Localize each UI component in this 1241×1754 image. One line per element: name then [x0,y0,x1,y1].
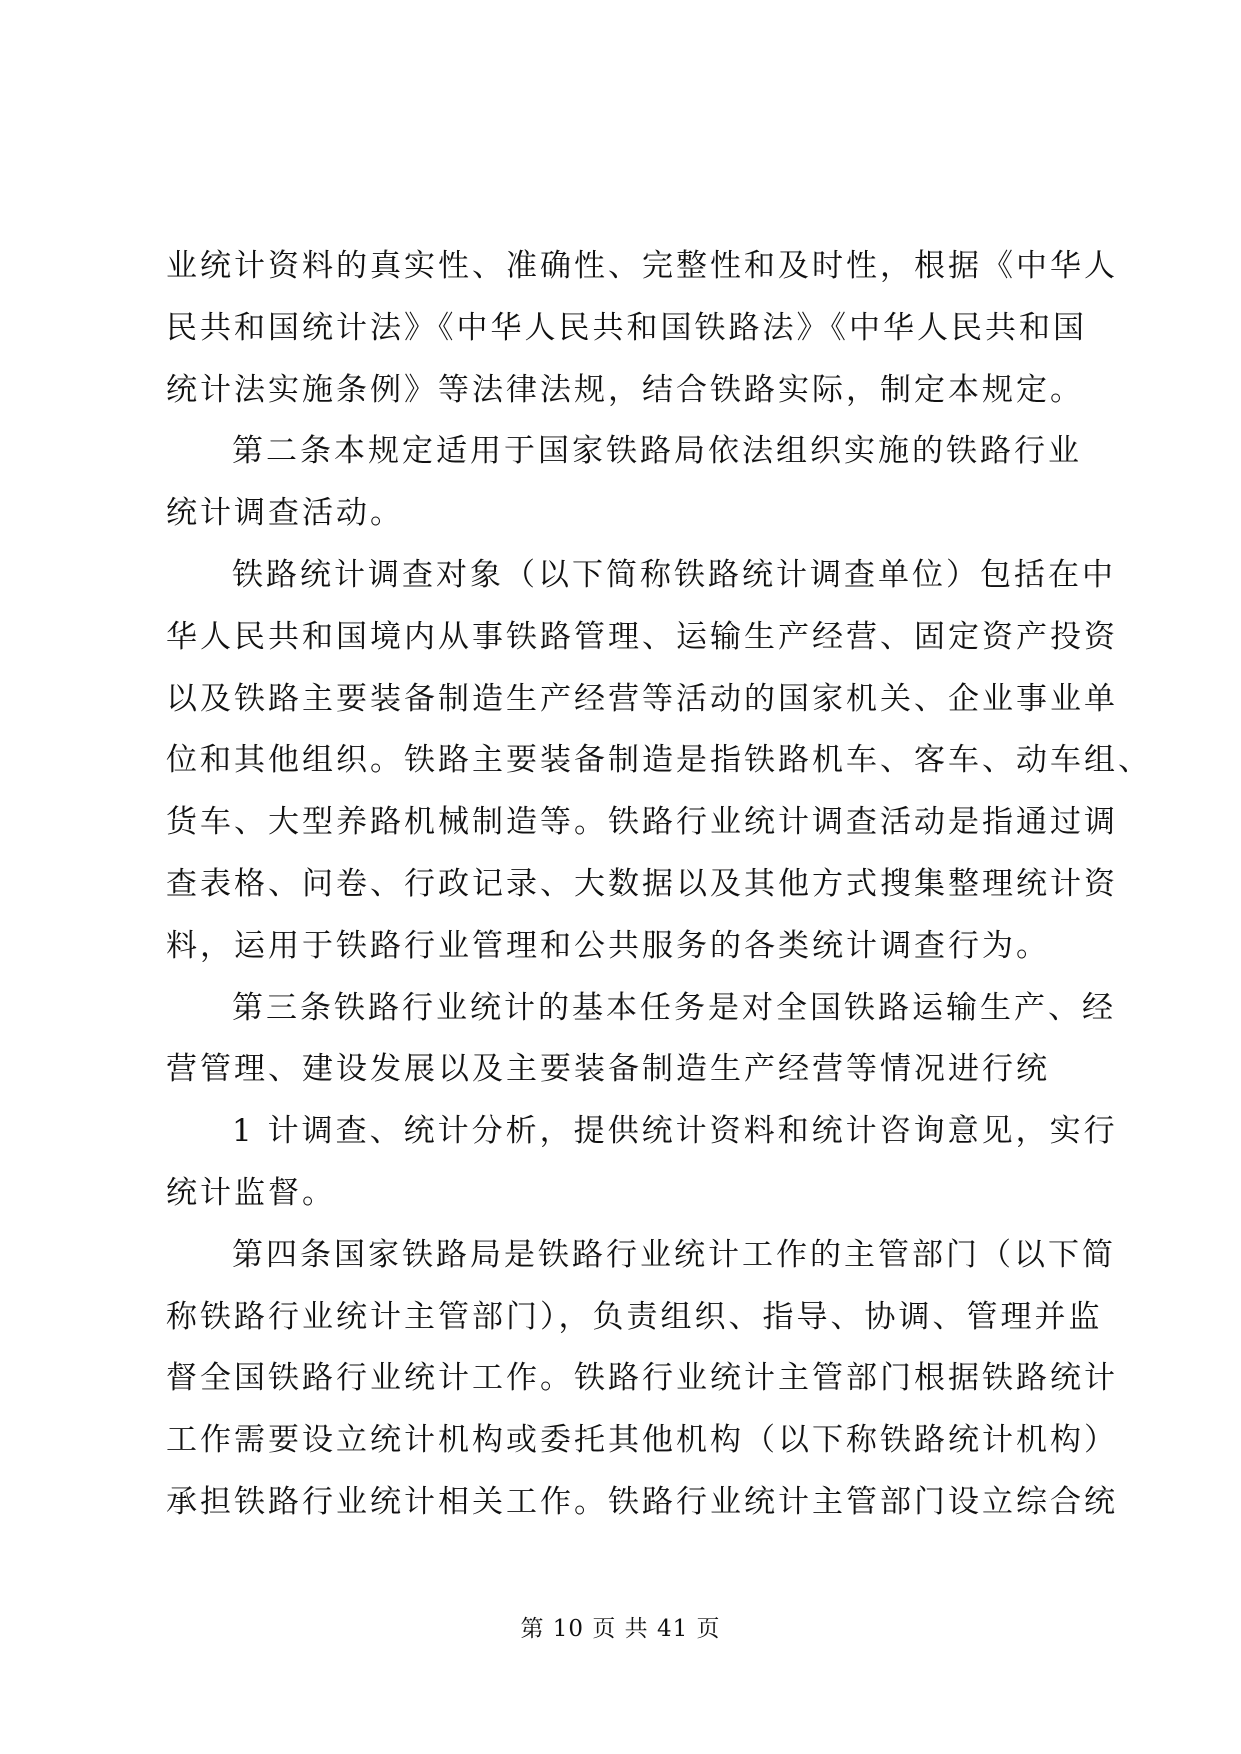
text-line: 民共和国统计法》《中华人民共和国铁路法》《中华人民共和国 [166,309,1087,346]
text-line: 统计监督。 [166,1174,336,1211]
text-line: 统计法实施条例》等法律法规，结合铁路实际，制定本规定。 [166,371,1084,408]
text-line: 营管理、建设发展以及主要装备制造生产经营等情况进行统 [166,1051,1050,1088]
text-line: 料，运用于铁路行业管理和公共服务的各类统计调查行为。 [166,927,1050,964]
text-line: 1 计调查、统计分析，提供统计资料和统计咨询意见，实行 [232,1113,1118,1150]
text-line: 铁路统计调查对象（以下简称铁路统计调查单位）包括在中 [232,556,1116,593]
text-line: 工作需要设立统计机构或委托其他机构（以下称铁路统计机构） [166,1422,1118,1459]
text-line: 业统计资料的真实性、准确性、完整性和及时性，根据《中华人 [166,248,1118,284]
text-line: 以及铁路主要装备制造生产经营等活动的国家机关、企业事业单 [166,680,1118,717]
text-line: 第四条国家铁路局是铁路行业统计工作的主管部门（以下简 [232,1236,1116,1273]
text-line: 承担铁路行业统计相关工作。铁路行业统计主管部门设立综合统 [166,1483,1118,1520]
text-line: 第三条铁路行业统计的基本任务是对全国铁路运输生产、经 [232,989,1116,1026]
text-line: 称铁路行业统计主管部门），负责组织、指导、协调、管理并监 [166,1298,1103,1335]
text-line: 统计调查活动。 [166,495,404,532]
text-line: 货车、大型养路机械制造等。铁路行业统计调查活动是指通过调 [166,804,1118,841]
text-line: 查表格、问卷、行政记录、大数据以及其他方式搜集整理统计资 [166,865,1118,902]
body-text [166,236,1152,1534]
text-line: 督全国铁路行业统计工作。铁路行业统计主管部门根据铁路统计 [166,1360,1118,1397]
page-number: 第 10 页 共 41 页 [520,1616,721,1642]
text-line: 第二条本规定适用于国家铁路局依法组织实施的铁路行业 [232,433,1082,470]
text-line: 华人民共和国境内从事铁路管理、运输生产经营、固定资产投资 [166,618,1118,655]
text-line: 位和其他组织。铁路主要装备制造是指铁路机车、客车、动车组、 [166,742,1152,779]
